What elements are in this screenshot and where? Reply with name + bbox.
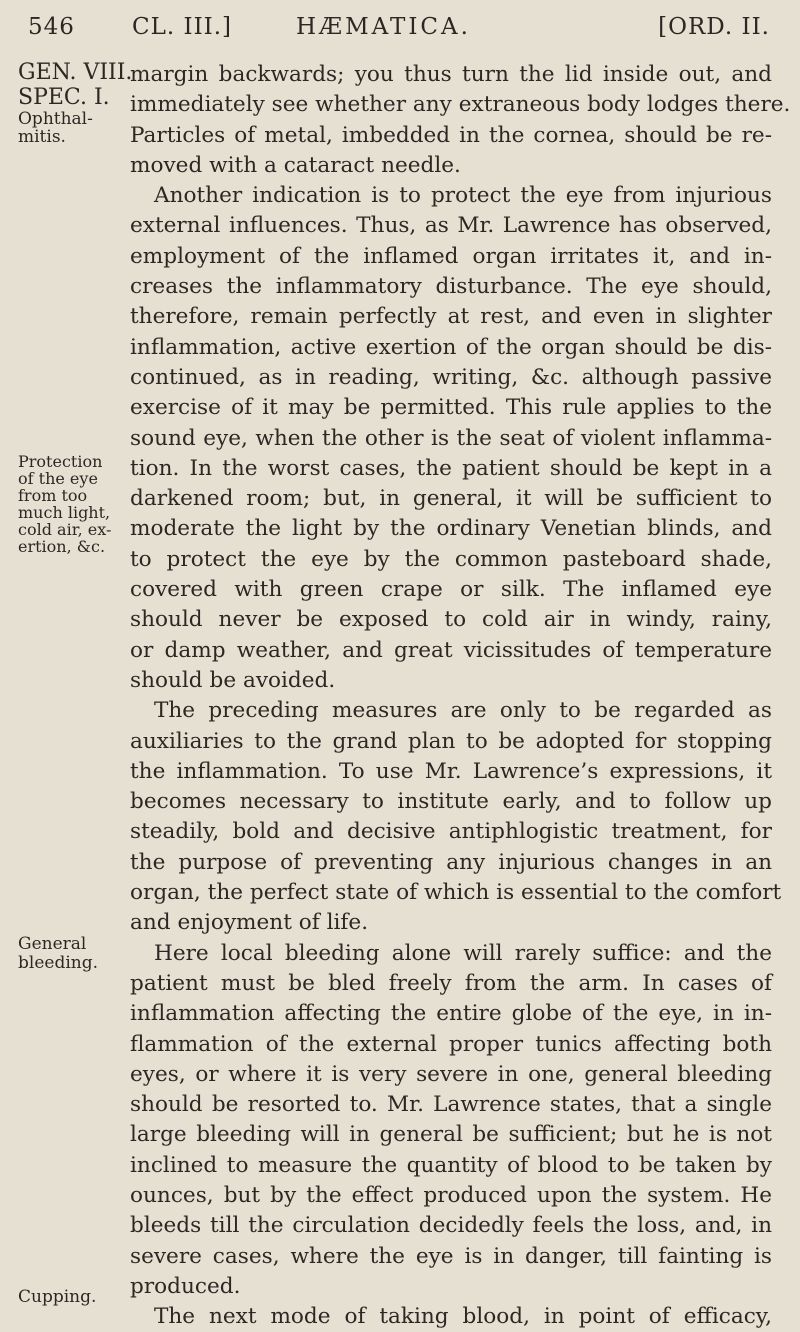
margin-line: bleeding. xyxy=(18,953,98,973)
margin-line: ertion, &c. xyxy=(18,537,106,556)
text-line: patient must be bled freely from the arm. In cases of xyxy=(130,970,772,996)
text-line: immediately see whether any extraneous body lodges there. xyxy=(130,92,791,118)
text-line: should never be exposed to cold air in windy, rainy, xyxy=(130,607,772,633)
margin-line: General xyxy=(18,934,87,954)
margin-line: cold air, ex- xyxy=(18,520,112,539)
text-line: ounces, but by the effect produced upon the system. He xyxy=(130,1182,772,1208)
text-line: sound eye, when the other is the seat of violent inflamma- xyxy=(130,425,772,451)
margin-protection-note xyxy=(18,453,122,555)
margin-line: much light, xyxy=(18,503,111,522)
chapter-label: CL. III.] xyxy=(132,14,233,40)
text-line: steadily, bold and decisive antiphlogistic treatment, for xyxy=(130,819,772,845)
body-text xyxy=(130,60,791,1332)
text-line: creases the inflammatory disturbance. The eye should, xyxy=(130,274,772,300)
text-line: external influences. Thus, as Mr. Lawrence has observed, xyxy=(130,213,772,239)
text-line: therefore, remain perfectly at rest, and even in slighter xyxy=(130,304,772,330)
text-line: flammation of the external proper tunics affecting both xyxy=(130,1031,772,1057)
text-line: exercise of it may be permitted. This rule applies to the xyxy=(130,395,772,421)
margin-line: Cupping. xyxy=(18,1287,97,1307)
margin-general-bleeding-note xyxy=(18,935,122,973)
text-line: bleeds till the circulation decidedly feels the loss, and, in xyxy=(130,1213,772,1239)
text-line: margin backwards; you thus turn the lid inside out, and xyxy=(130,62,772,87)
text-line: should be avoided. xyxy=(130,667,336,693)
text-line: large bleeding will in general be sufficient; but he is not xyxy=(130,1122,772,1148)
margin-line: from too xyxy=(18,486,88,505)
margin-species-1: Ophthal- xyxy=(18,109,93,129)
text-line: becomes necessary to institute early, and to follow up xyxy=(130,789,772,815)
page-number: 546 xyxy=(28,14,75,40)
text-line: darkened room; but, in general, it will be sufficient to xyxy=(130,486,772,512)
text-line: inclined to measure the quantity of blood to be taken by xyxy=(130,1152,772,1178)
text-line: inflammation, active exertion of the organ should be dis- xyxy=(130,334,772,360)
text-line: Particles of metal, imbedded in the cornea, should be re- xyxy=(130,122,772,148)
text-line: The preceding measures are only to be regarded as xyxy=(154,698,772,724)
text-line: moderate the light by the ordinary Venetian blinds, and xyxy=(130,516,772,542)
text-line: auxiliaries to the grand plan to be adopted for stopping xyxy=(130,728,772,754)
margin-line: Protection xyxy=(18,452,103,471)
text-line: severe cases, where the eye is in danger, till fainting is xyxy=(130,1243,772,1269)
text-line: the purpose of preventing any injurious changes in an xyxy=(130,849,772,875)
text-line: covered with green crape or silk. The inflamed eye xyxy=(130,577,772,603)
text-line: employment of the inflamed organ irritates it, and in- xyxy=(130,243,772,269)
margin-species-2: mitis. xyxy=(18,127,66,147)
margin-cupping-note xyxy=(18,1289,122,1306)
text-line: inflammation affecting the entire globe of the eye, in in- xyxy=(130,1001,772,1027)
text-line: organ, the perfect state of which is essential to the comfort xyxy=(130,880,782,906)
text-line: should be resorted to. Mr. Lawrence states, that a single xyxy=(130,1092,772,1118)
order-label: [ORD. II. xyxy=(658,14,770,40)
text-line: moved with a cataract needle. xyxy=(130,152,461,178)
margin-genus-note xyxy=(18,60,133,147)
running-title: HÆMATICA. xyxy=(296,14,471,40)
margin-spec: SPEC. I. xyxy=(18,85,110,110)
text-line: and enjoyment of life. xyxy=(130,910,369,936)
text-line: Here local bleeding alone will rarely suffice: and the xyxy=(154,940,772,966)
running-header xyxy=(28,14,770,50)
text-line: Another indication is to protect the eye from injurious xyxy=(154,183,772,209)
margin-line: of the eye xyxy=(18,469,98,488)
text-line: tion. In the worst cases, the patient should be kept in a xyxy=(130,455,772,481)
text-line: or damp weather, and great vicissitudes of temperature xyxy=(130,637,772,663)
text-line: the inflammation. To use Mr. Lawrence’s expressions, it xyxy=(130,758,772,784)
margin-gen: GEN. VIII. xyxy=(18,60,133,85)
text-line: to protect the eye by the common pasteboard shade, xyxy=(130,546,772,572)
text-line: The next mode of taking blood, in point of efficacy, xyxy=(154,1304,772,1330)
text-line: eyes, or where it is very severe in one, general bleeding xyxy=(130,1061,772,1087)
text-line: continued, as in reading, writing, &c. although passive xyxy=(130,364,772,390)
text-line: produced. xyxy=(130,1273,241,1299)
